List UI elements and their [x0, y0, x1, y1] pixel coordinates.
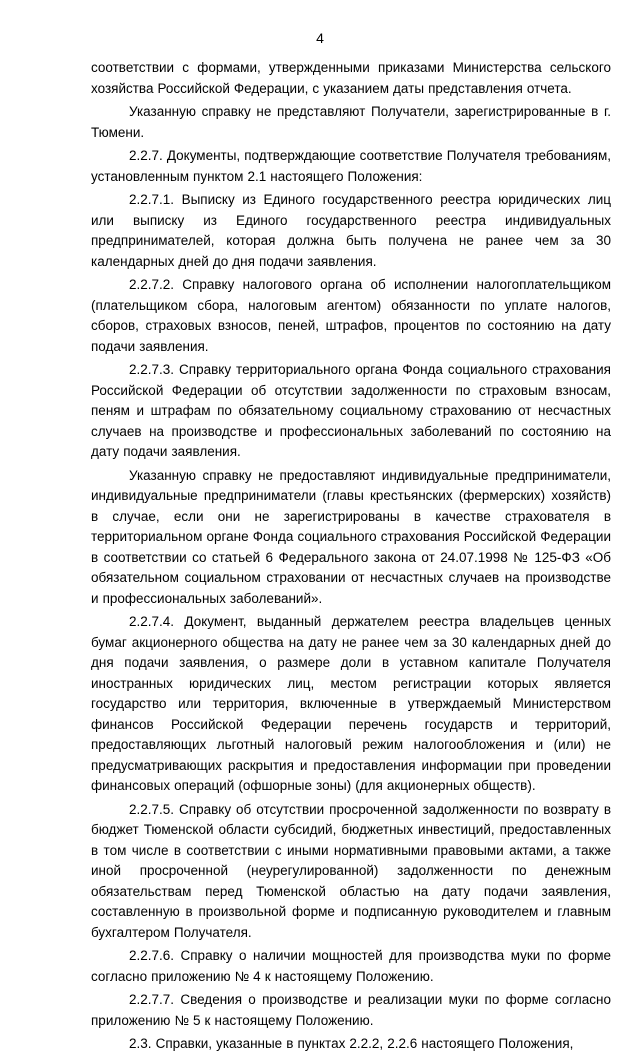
paragraph-fss-exemption: Указанную справку не предоставляют индивидуальные предприниматели, индивидуальные предприниматели (главы крестьянских (фермерских) хозяйств) в случае, если они не зарегистрированы в качестве страхователя в территориальном органе Фонда социального страхования Российской Федерации в соответствии со статьей 6 Федерального закона от 24.07.1998 № 125-ФЗ «Об обязательном социальном страховании от несчастных случаев на производстве и профессиональных заболеваний». [91, 467, 611, 606]
paragraph-forms-continuation: соответствии с формами, утвержденными приказами Министерства сельского хозяйства Российской Федерации, с указанием даты представления отчета. [91, 60, 611, 96]
paragraph-tyumen-exemption: Указанную справку не представляют Получатели, зарегистрированные в г. Тюмени. [91, 104, 611, 140]
paragraph-2-2-7-2: 2.2.7.2. Справку налогового органа об исполнении налогоплательщиком (плательщиком сбора, налоговым агентом) обязанности по уплате налогов, сборов, страховых взносов, пеней, штрафов, процентов по состоянию на дату подачи заявления. [91, 277, 611, 354]
page-number: 4 [316, 30, 324, 46]
paragraph-2-3: 2.3. Справки, указанные в пунктах 2.2.2, 2.2.6 настоящего Положения, [129, 1036, 574, 1051]
paragraph-2-2-7-6: 2.2.7.6. Справку о наличии мощностей для производства муки по форме согласно приложению № 4 к настоящему Положению. [91, 948, 611, 984]
paragraph-2-2-7-7: 2.2.7.7. Сведения о производстве и реализации муки по форме согласно приложению № 5 к настоящему Положению. [91, 992, 611, 1028]
paragraph-2-2-7-1: 2.2.7.1. Выписку из Единого государственного реестра юридических лиц или выписку из Единого государственного реестра индивидуальных предпринимателей, которая должна быть получена не ранее чем за 30 календарных дней до дня подачи заявления. [91, 192, 611, 269]
paragraph-2-2-7-5: 2.2.7.5. Справку об отсутствии просроченной задолженности по возврату в бюджет Тюменской области субсидий, бюджетных инвестиций, предоставленных в том числе в соответствии с иными нормативными правовыми актами, а также иной просроченной (неурегулированной) задолженности по денежным обязательствам перед Тюменской областью на дату подачи заявления, составленную в произвольной форме и подписанную руководителем и главным бухгалтером Получателя. [91, 801, 611, 940]
document-body [91, 58, 611, 1058]
paragraph-2-2-7-3: 2.2.7.3. Справку территориального органа Фонда социального страхования Российской Федерации об отсутствии задолженности по страховым взносам, пеням и штрафам по обязательному социальному страхованию от несчастных случаев на производстве и профессиональных заболеваний по состоянию на дату подачи заявления. [91, 362, 611, 459]
paragraph-2-2-7: 2.2.7. Документы, подтверждающие соответствие Получателя требованиям, установленным пунктом 2.1 настоящего Положения: [91, 148, 611, 184]
paragraph-2-2-7-4: 2.2.7.4. Документ, выданный держателем реестра владельцев ценных бумаг акционерного общества на дату не ранее чем за 30 календарных дней до дня подачи заявления, о размере доли в уставном капитале Получателя иностранных юридических лиц, местом регистрации которых является государство или территория, включенные в утверждаемый Министерством финансов Российской Федерации перечень государств и территорий, предоставляющих льготный налоговый режим налогообложения и (или) не предусматривающих раскрытия и предоставления информации при проведении финансовых операций (офшорные зоны) (для акционерных обществ). [91, 614, 611, 793]
